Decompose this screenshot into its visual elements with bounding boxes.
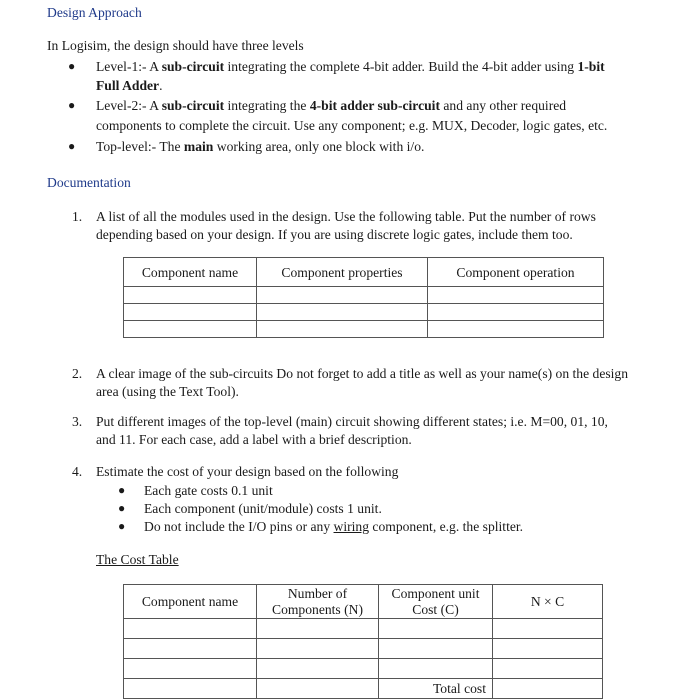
level2-text-cont: components to complete the circuit. Use any component; e.g. MUX, Decoder, logic gates, etc. bbox=[96, 118, 608, 133]
intro-text: In Logisim, the design should have three levels bbox=[47, 38, 304, 53]
documentation-heading: Documentation bbox=[47, 175, 131, 190]
gate-cost-text: Each gate costs 0.1 unit bbox=[144, 483, 273, 498]
level1-text: Level-1:- A sub-circuit integrating the complete 4-bit adder. Build the 4-bit adder using 1-bit bbox=[96, 59, 605, 74]
item3-text: Put different images of the top-level (main) circuit showing different states; i.e. M=00, 01, 10, bbox=[96, 414, 608, 429]
table-row bbox=[124, 287, 604, 304]
item3-text-cont: and 11. For each case, add a label with a brief description. bbox=[96, 432, 412, 447]
item-number: 4. bbox=[72, 464, 83, 479]
bullet-icon: ● bbox=[68, 98, 76, 112]
item-number: 3. bbox=[72, 414, 83, 429]
bullet-icon: ● bbox=[68, 59, 76, 73]
table-row bbox=[124, 321, 604, 338]
column-header: Component name bbox=[124, 585, 257, 619]
item-number: 1. bbox=[72, 209, 83, 224]
item1-text: A list of all the modules used in the design. Use the following table. Put the number of rows bbox=[96, 209, 596, 224]
table-row bbox=[124, 304, 604, 321]
component-cost-text: Each component (unit/module) costs 1 unit. bbox=[144, 501, 382, 516]
bullet-icon: ● bbox=[118, 501, 126, 515]
modules-table bbox=[123, 257, 604, 338]
column-header: N × C bbox=[493, 585, 603, 619]
item2-text: A clear image of the sub-circuits Do not forget to add a title as well as your name(s) on the design bbox=[96, 366, 629, 381]
exclusion-text: Do not include the I/O pins or any wiring component, e.g. the splitter. bbox=[144, 519, 524, 534]
total-cost-label: Total cost bbox=[379, 679, 493, 699]
item4-text: Estimate the cost of your design based on the following bbox=[96, 464, 399, 479]
bullet-icon: ● bbox=[118, 519, 126, 533]
design-approach-heading: Design Approach bbox=[47, 5, 142, 20]
level1-text-cont: Full Adder. bbox=[96, 78, 163, 93]
item-number: 2. bbox=[72, 366, 83, 381]
cost-table bbox=[123, 584, 603, 699]
column-header: Component operation bbox=[428, 258, 604, 287]
level2-text: Level-2:- A sub-circuit integrating the 4-bit adder sub-circuit and any other required bbox=[96, 98, 567, 113]
table-row bbox=[124, 639, 603, 659]
column-header: Component unit Cost (C) bbox=[379, 585, 493, 619]
table-row bbox=[124, 619, 603, 639]
column-header: Component properties bbox=[257, 258, 428, 287]
table-row bbox=[124, 659, 603, 679]
top-level-text: Top-level:- The main working area, only one block with i/o. bbox=[96, 139, 425, 154]
cost-table-title: The Cost Table bbox=[96, 552, 179, 567]
bullet-icon: ● bbox=[118, 483, 126, 497]
column-header: Number of Components (N) bbox=[257, 585, 379, 619]
total-row bbox=[124, 679, 603, 699]
column-header: Component name bbox=[124, 258, 257, 287]
item2-text-cont: area (using the Text Tool). bbox=[96, 384, 239, 399]
bullet-icon: ● bbox=[68, 139, 76, 153]
item1-text-cont: depending based on your design. If you are using discrete logic gates, include them too. bbox=[96, 227, 573, 242]
